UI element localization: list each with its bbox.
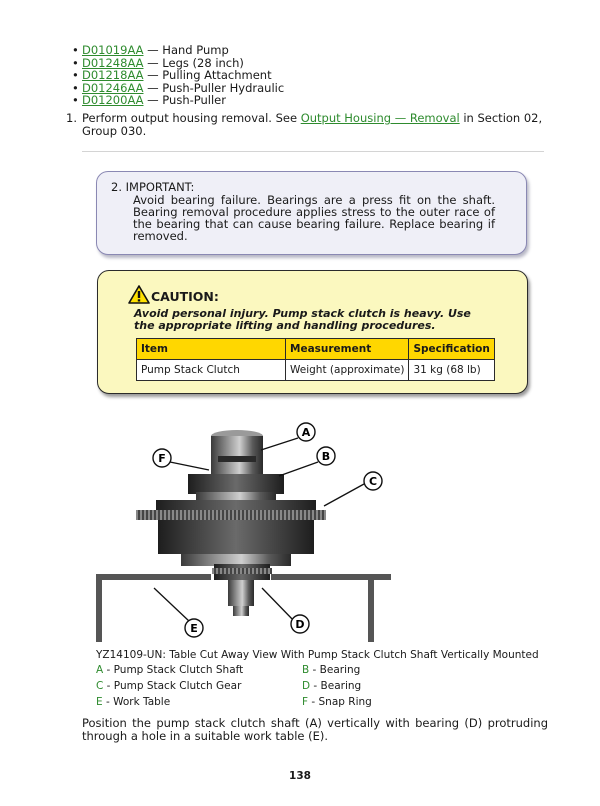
callout-a: [297, 423, 315, 441]
legend-label: - Pump Stack Clutch Shaft: [103, 664, 244, 676]
tool-desc: — Push-Puller Hydraulic: [143, 80, 285, 95]
legend-label: - Snap Ring: [308, 695, 372, 708]
step-text: [82, 112, 550, 138]
divider: [82, 151, 544, 152]
legend-item: [96, 679, 302, 695]
legend-key: A: [96, 664, 104, 676]
step-text-before: Perform output housing removal. See: [82, 111, 301, 125]
important-text: Avoid bearing failure. Bearings are a press fit on the shaft. Bearing removal procedure applies stress to the outer race of the bearing that can cause bearing failure. Replace bearing if removed.: [133, 193, 495, 243]
step-1: [66, 112, 550, 138]
col-specification: Specification: [409, 339, 494, 360]
figure-caption: YZ14109-UN: Table Cut Away View With Pump Stack Clutch Shaft Vertically Mounted: [96, 649, 539, 661]
legend-label: - Pump Stack Clutch Gear: [103, 679, 242, 692]
legend-row: [96, 695, 516, 711]
table-row: [137, 360, 495, 381]
legend-key: E: [96, 695, 103, 708]
spec-table: [136, 338, 495, 381]
tool-list: [72, 44, 284, 107]
tool-desc: — Push-Puller: [143, 93, 226, 108]
bearing-b: [188, 474, 284, 500]
legend-item: [96, 663, 302, 679]
step-number: 1.: [66, 111, 77, 125]
callout-f: [153, 449, 171, 467]
important-box: [96, 171, 527, 255]
tool-desc: — Hand Pump: [143, 43, 229, 57]
tool-desc: — Pulling Attachment: [143, 68, 272, 83]
cell-specification: 31 kg (68 lb): [409, 360, 494, 381]
output-housing-removal-link[interactable]: Output Housing — Removal: [300, 111, 460, 125]
legend-item: [96, 695, 302, 711]
pump-stack-clutch-figure: [96, 418, 391, 642]
bearing-d: [212, 564, 272, 616]
svg-text:B: B: [321, 450, 331, 463]
caution-title: [128, 285, 219, 304]
svg-text:F: F: [158, 452, 166, 465]
callout-e: [185, 619, 203, 637]
legend-row: [96, 663, 516, 679]
cell-measurement: Weight (approximate): [286, 360, 409, 381]
step-text-after: in Section 02, Group 030.: [82, 111, 543, 138]
legend-label: - Bearing: [310, 679, 362, 692]
callout-d: [291, 615, 309, 633]
caution-box: [97, 270, 528, 394]
instruction-paragraph: Position the pump stack clutch shaft (A) vertically with bearing (D) protruding through a hole in a suitable work table (E).: [82, 716, 548, 743]
pump-stack-clutch-shaft: [211, 430, 263, 476]
caution-text: Avoid personal injury. Pump stack clutch is heavy. Use the appropriate lifting and handling procedures.: [134, 307, 471, 332]
clutch-gear: [136, 500, 326, 566]
callout-c: [364, 472, 382, 490]
tool-link[interactable]: D01246AA: [82, 80, 144, 95]
svg-text:A: A: [301, 426, 311, 439]
legend-item: [302, 695, 508, 711]
col-measurement: Measurement: [286, 339, 409, 360]
tool-link[interactable]: D01218AA: [82, 68, 144, 83]
figure-legend: [96, 663, 516, 710]
legend-row: [96, 679, 516, 695]
legend-item: [302, 679, 508, 695]
page-number: 138: [289, 770, 311, 782]
svg-text:C: C: [368, 475, 378, 488]
legend-label: - Bearing: [309, 664, 361, 676]
warning-icon: [128, 285, 150, 304]
legend-key: B: [302, 664, 310, 676]
cell-item: Pump Stack Clutch: [137, 360, 286, 381]
tool-desc: — Legs (28 inch): [143, 55, 244, 70]
tool-link[interactable]: D01200AA: [82, 93, 144, 108]
important-heading: 2. IMPORTANT:: [111, 180, 195, 194]
tool-link[interactable]: D01019AA: [82, 43, 144, 57]
legend-key: C: [96, 679, 104, 692]
legend-key: D: [302, 679, 311, 692]
spec-table-header: [137, 339, 495, 360]
tool-item: [72, 94, 284, 107]
tool-link[interactable]: D01248AA: [82, 55, 144, 70]
legend-key: F: [302, 695, 309, 708]
svg-text:D: D: [295, 618, 305, 631]
callout-b: [317, 447, 335, 465]
legend-item: [302, 663, 508, 679]
col-item: Item: [137, 339, 286, 360]
legend-label: - Work Table: [102, 695, 171, 708]
caution-title-text: CAUTION:: [151, 289, 219, 304]
svg-text:E: E: [190, 622, 198, 635]
